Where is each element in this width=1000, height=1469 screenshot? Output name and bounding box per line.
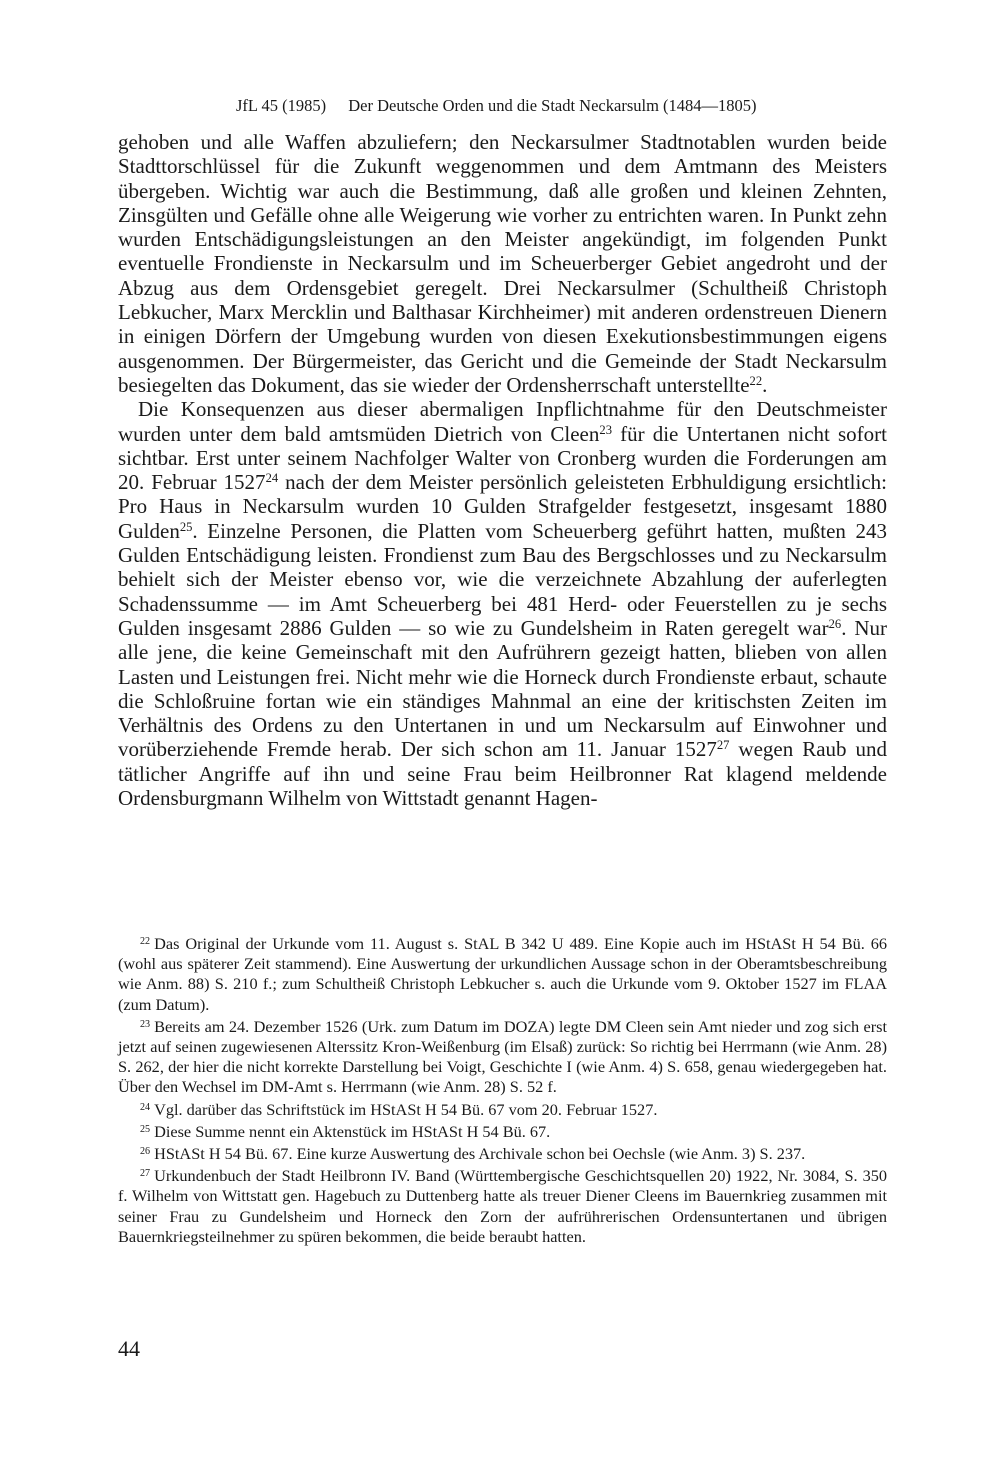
footnote-text: Bereits am 24. Dezember 1526 (Urk. zum Datum im DOZA) legte DM Cleen sein Amt nieder und zog sich erst jetzt auf seinen zugewiesenen Alterssitz Kron-Weißenburg (im Elsaß) zurück: So richtig bei Herrmann (wie Anm. 28) S. 262, der hier die nicht korrekte Darstellung bei Voigt, Geschichte I (wie Anm. 4) S. 658, genau wiedergegeben hat. Über den Wechsel im DM-Amt s. Herrmann (wie Anm. 28) S. 52 f. [118,1016,887,1097]
running-head [118,96,888,116]
paragraph-2-text-3: nach der dem Meister persönlich geleisteten Erbhuldigung ersichtlich: Pro Haus in Neckarsulm wurden 10 Gulden Strafgelder festgesetzt, insgesamt 1880 Gulden [118,470,887,543]
footnote-26 [118,1144,887,1164]
footnote-23 [118,1017,887,1098]
paragraph-2-text-1: Die Konsequenzen aus dieser abermaligen Inpflichtnahme für den Deutschmeister wurden unter dem bald amtsmüden Dietrich von Cleen [118,397,887,446]
paragraph-2-text-6: wegen Raub und tätlicher Angriffe auf ihn und seine Frau beim Heilbronner Rat klagend meldende Ordensburgmann Wilhelm von Wittstadt genannt Hagen- [118,737,887,811]
paragraph-2-text-2: für die Untertanen nicht sofort sichtbar. Erst unter seinem Nachfolger Walter von Cronberg wurden die Forderungen am 20. Februar 1527 [118,421,887,495]
article-title: Der Deutsche Orden und die Stadt Neckarsulm (1484—1805) [348,96,757,115]
footnote-ref-22[interactable]: 22 [749,374,763,389]
footnote-number: 26 [140,1145,151,1157]
body-text [118,130,887,810]
footnote-ref-26[interactable]: 26 [828,617,842,632]
footnote-25 [118,1122,887,1142]
footnote-number: 24 [140,1101,151,1113]
footnote-number: 25 [140,1123,151,1135]
footnote-ref-27[interactable]: 27 [716,738,730,753]
page-number: 44 [118,1336,140,1361]
paragraph-1 [118,130,887,397]
footnotes [118,934,887,1249]
paragraph-2-text-5: . Nur alle jene, die keine Gemeinschaft mit den Aufrührern gezeigt hatten, blieben von allen Lasten und Leistungen frei. Nicht mehr wie die Horneck durch Frondienste erbaut, schaute die Schloßruine fortan wie ein ständiges Mahnmal an eine der kritischsten Zeiten im Verhältnis des Ordens zu den Untertanen in und um Neckarsulm auf Einwohner und vorüberziehende Fremde herab. Der sich schon am 11. Januar 1527 [118,615,887,762]
footnote-text: Das Original der Urkunde vom 11. August s. StAL B 342 U 489. Eine Kopie auch im HStASt H 54 Bü. 66 (wohl aus späterer Zeit stammend). Eine Auswertung der urkundlichen Aussage schon in der Oberamtsbeschreibung wie Anm. 88) S. 210 f.; zum Schultheiß Christoph Lebkucher s. auch die Urkunde vom 9. Oktober 1527 im FLAA (zum Datum). [118,934,887,1014]
paragraph-1-text-2: . [762,372,768,397]
paragraph-2 [118,397,887,810]
footnote-text: Urkundenbuch der Stadt Heilbronn IV. Band (Württembergische Geschichtsquellen 20) 1922, Nr. 3084, S. 350 f. Wilhelm von Wittstatt gen. Hagebuch zu Duttenberg hatte als treuer Diener Cleens im Bauernkrieg zusammen mit seiner Frau zu Gundelsheim und Horneck den Zorn der aufrührerischen Ordensuntertanen und übrigen Bauernkriegsteilnehmer zu spüren bekommen, die beide beraubt hatten. [118,1166,887,1246]
footnote-number: 27 [140,1168,151,1180]
footnote-number: 23 [140,1018,151,1030]
footnote-number: 22 [140,935,151,947]
journal-reference: JfL 45 (1985) [236,96,327,115]
footnote-text: HStASt H 54 Bü. 67. Eine kurze Auswertung des Archivale schon bei Oechsle (wie Anm. 3) S. 237. [154,1144,806,1164]
paragraph-1-text-1: gehoben und alle Waffen abzuliefern; den Neckarsulmer Stadtnotablen wurden beide Stadttorschlüssel für die Zukunft weggenommen und dem Amtmann des Meisters übergeben. Wichtig war auch die Bestimmung, daß alle großen und kleinen Zehnten, Zinsgülten und Gefälle ohne alle Weigerung wie vorher zu entrichten waren. In Punkt zehn wurden Entschädigungsleistungen an den Meister angekündigt, im folgenden Punkt eventuelle Frondienste in Neckarsulm und im Scheuerberger Gebiet angedroht und der Abzug aus dem Ordensgebiet geregelt. Drei Neckarsulmer (Schultheiß Christoph Lebkucher, Marx Mercklin und Balthasar Kirchheimer) mit anderen ordenstreuen Dienern in einigen Dörfern der Umgebung wurden von diesen Exekutionsbestimmungen eigens ausgenommen. Der Bürgermeister, das Gericht und die Gemeinde der Stadt Neckarsulm besiegelten das Dokument, das sie wieder der Ordensherrschaft unterstellte [118,130,887,397]
paragraph-2-text-4: . Einzelne Personen, die Platten vom Scheuerberg geführt hatten, mußten 243 Gulden Entschädigung leisten. Frondienst zum Bau des Bergschlosses und zu Neckarsulm behielt sich der Meister ebenso vor, wie die verzeichnete Abzahlung der auferlegten Schadenssumme — im Amt Scheuerberg bei 481 Herd- oder Feuerstellen zu je sechs Gulden insgesamt 2886 Gulden — so wie zu Gundelsheim in Raten geregelt war [118,518,887,640]
footnote-text: Vgl. darüber das Schriftstück im HStASt H 54 Bü. 67 vom 20. Februar 1527. [154,1099,658,1119]
footnote-ref-25[interactable]: 25 [179,519,193,534]
footnote-22 [118,934,887,1015]
footnote-24 [118,1100,887,1120]
footnote-ref-23[interactable]: 23 [599,422,612,437]
footnote-27 [118,1166,887,1247]
footnote-ref-24[interactable]: 24 [265,471,279,486]
footnote-text: Diese Summe nennt ein Aktenstück im HStASt H 54 Bü. 67. [154,1121,551,1141]
